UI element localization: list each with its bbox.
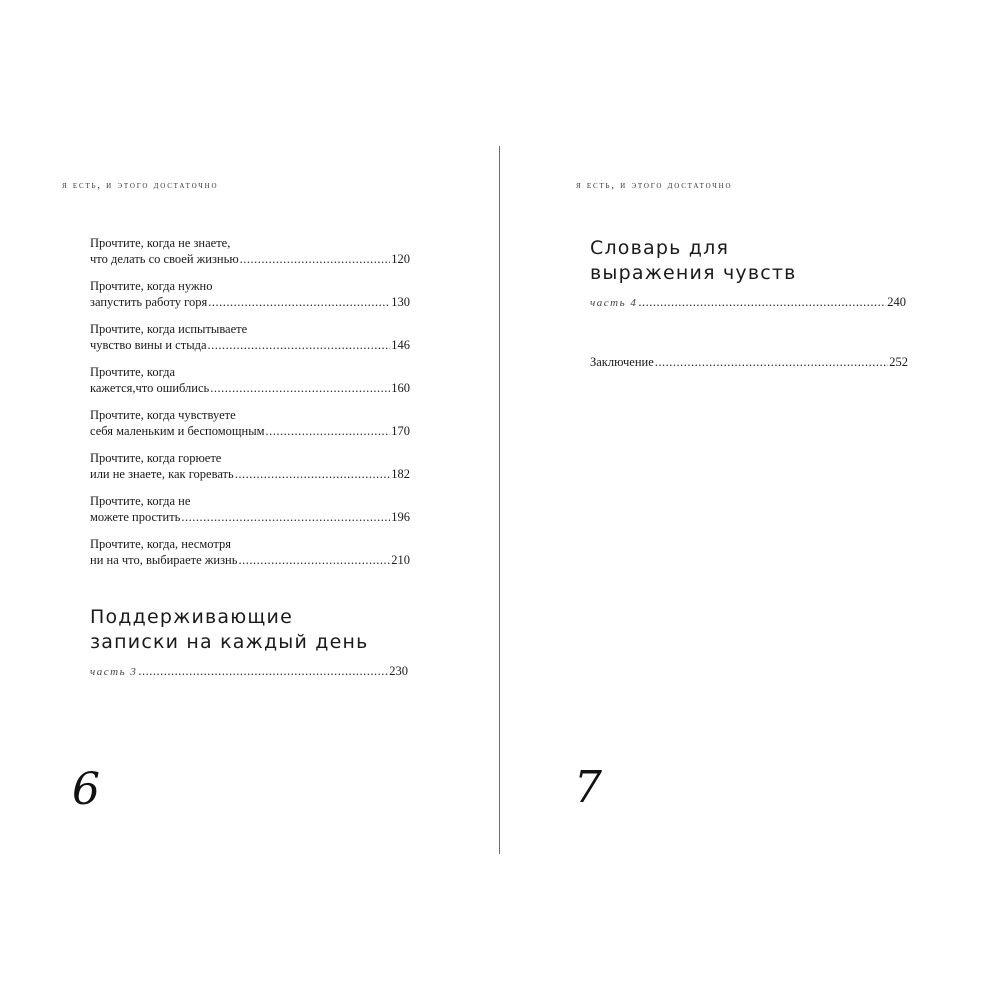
conclusion-label: Заключение: [590, 355, 654, 369]
conclusion-entry[interactable]: [590, 355, 908, 370]
toc-entry-line2: можете простить: [90, 509, 181, 524]
toc-entry-line1: Прочтите, когда, несмотря: [90, 537, 231, 551]
toc-entry-line1: Прочтите, когда испытываете: [90, 322, 248, 336]
part-title-line2: выражения чувств: [590, 262, 797, 284]
part-title-line1: Словарь для: [590, 237, 730, 259]
toc-entry[interactable]: [90, 279, 410, 310]
toc-page-number: 210: [391, 552, 410, 567]
leader-dots: [181, 510, 390, 526]
spine-divider: [499, 146, 500, 854]
part-3-entry[interactable]: [90, 664, 408, 679]
leader-dots: [655, 355, 889, 370]
leader-dots: [266, 424, 391, 440]
toc-page-number: 160: [391, 380, 410, 395]
toc-entry[interactable]: [90, 322, 410, 353]
toc-entry[interactable]: [90, 236, 410, 267]
part-label: часть 4: [590, 297, 638, 309]
leader-dots: [235, 467, 391, 483]
toc-entry-line2: запустить работу горя: [90, 294, 208, 309]
toc-page-number: 196: [391, 509, 410, 524]
part-label: часть 3: [90, 666, 138, 678]
toc-entry-line1: Прочтите, когда не знаете,: [90, 236, 231, 250]
toc-entry-line2: что делать со своей жизнью: [90, 251, 239, 266]
toc-entry-line1: Прочтите, когда горюете: [90, 451, 222, 465]
toc-page-number: 170: [391, 423, 410, 438]
toc-page-number: 146: [391, 337, 410, 352]
toc-entry-line2: чувство вины и стыда: [90, 337, 207, 352]
toc-entry[interactable]: [90, 537, 410, 568]
toc-entry[interactable]: [90, 365, 410, 396]
toc-entry-line1: Прочтите, когда: [90, 365, 176, 379]
toc-entry-line2: кажется,что ошиблись: [90, 380, 210, 395]
toc-entry-line2: себя маленьким и беспомощным: [90, 423, 265, 438]
toc-page-number: 240: [887, 295, 906, 309]
toc-entry-line1: Прочтите, когда нужно: [90, 279, 213, 293]
toc-page-number: 230: [389, 664, 408, 678]
toc-entry[interactable]: [90, 408, 410, 439]
leader-dots: [638, 295, 886, 310]
leader-dots: [210, 381, 390, 397]
part-title-line1: Поддерживающие: [90, 606, 293, 628]
toc-page-number: 130: [391, 294, 410, 309]
page-number-left: 6: [72, 764, 100, 815]
toc-entry-line2: или не знаете, как горевать: [90, 466, 234, 481]
leader-dots: [238, 553, 390, 569]
running-head-right: я есть, и этого достаточно: [576, 180, 733, 191]
page-number-right: 7: [574, 762, 602, 813]
toc-page-number: 182: [391, 466, 410, 481]
running-head-left: я есть, и этого достаточно: [62, 180, 219, 191]
toc-page-number: 120: [391, 251, 410, 266]
toc-entry-line2: ни на что, выбираете жизнь: [90, 552, 238, 567]
leader-dots: [208, 295, 390, 311]
toc-entry[interactable]: [90, 494, 410, 525]
leader-dots: [208, 338, 391, 354]
toc-entry[interactable]: [90, 451, 410, 482]
part-4-title[interactable]: [590, 236, 797, 286]
toc-page-number: 252: [889, 355, 908, 369]
part-title-line2: записки на каждый день: [90, 631, 369, 653]
leader-dots: [240, 252, 391, 268]
toc-entry-line1: Прочтите, когда чувствуете: [90, 408, 236, 422]
part-4-entry[interactable]: [590, 295, 906, 310]
toc-list: [90, 236, 410, 580]
toc-entry-line1: Прочтите, когда не: [90, 494, 191, 508]
leader-dots: [138, 664, 388, 679]
part-3-title[interactable]: [90, 605, 369, 655]
